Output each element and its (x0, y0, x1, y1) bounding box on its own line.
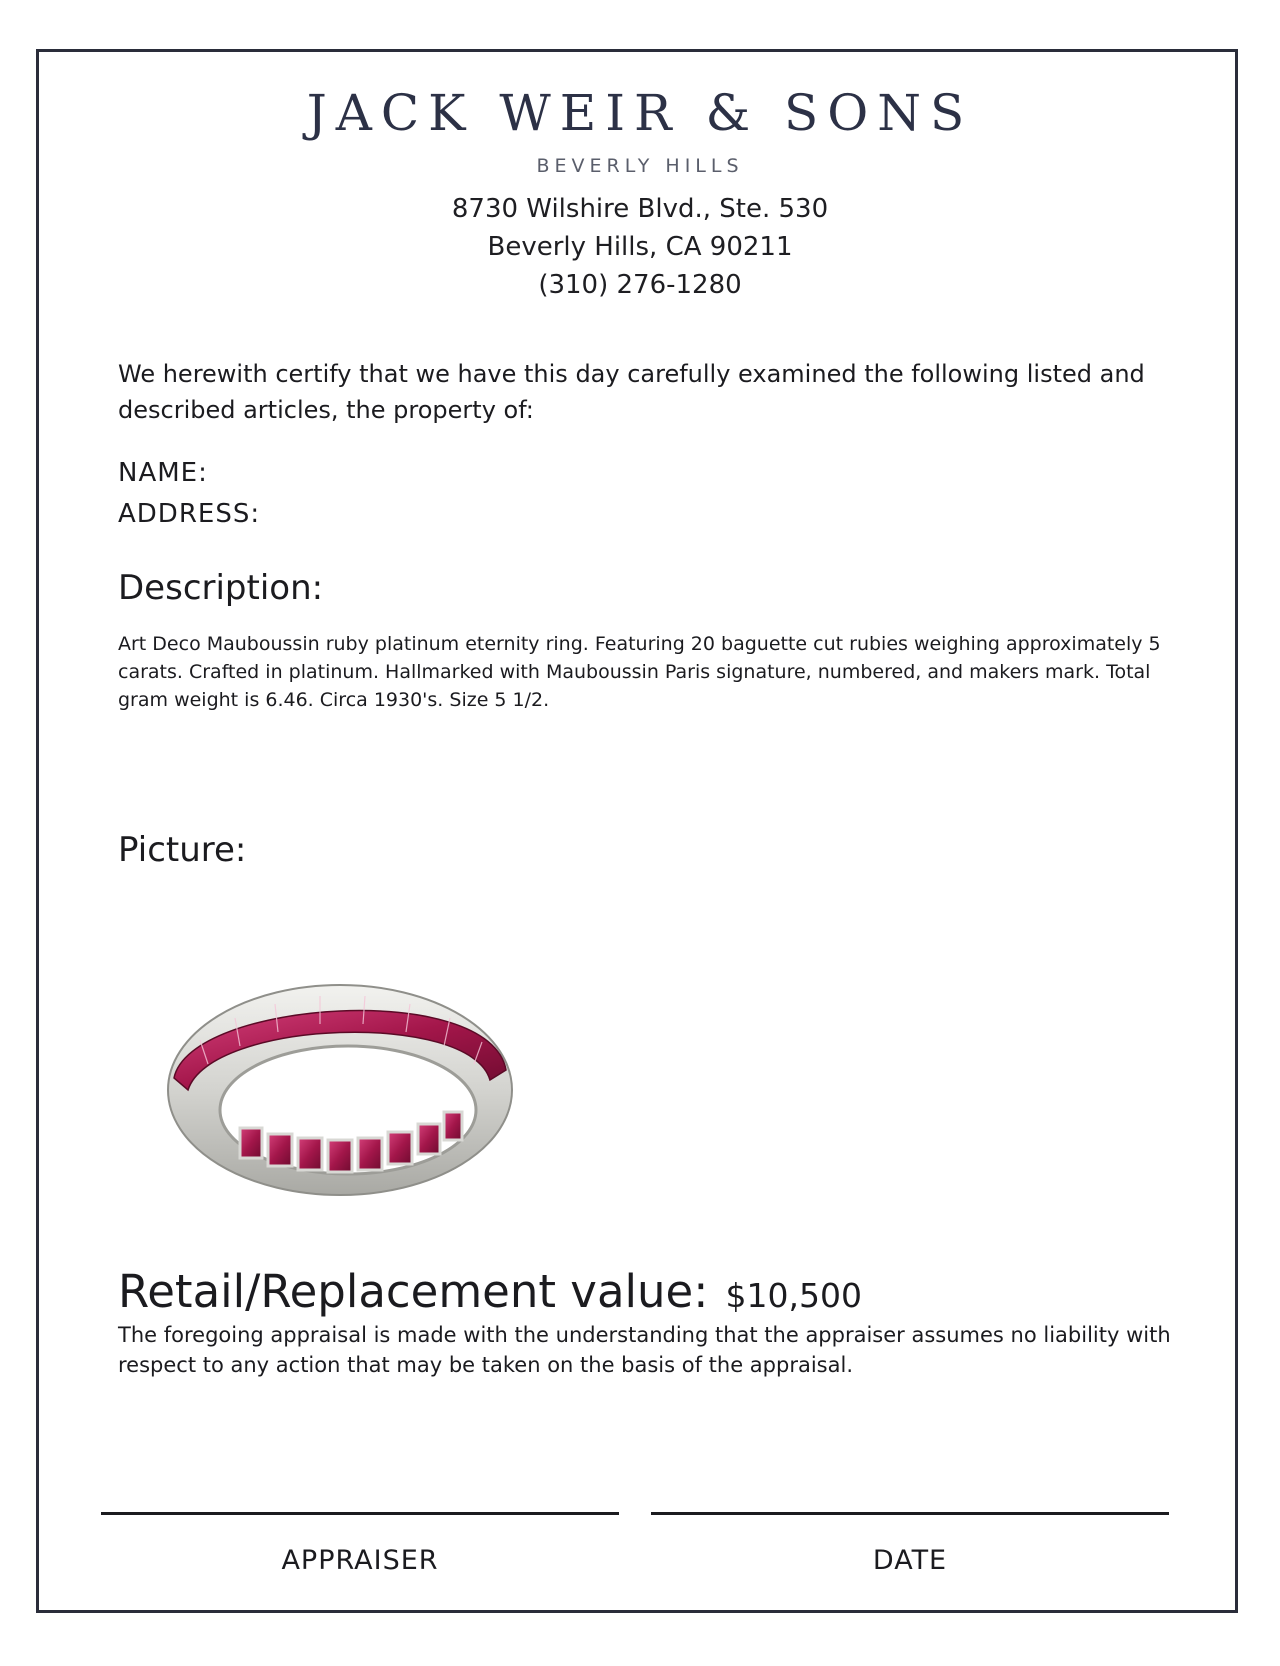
retail-value-label: Retail/Replacement value: (118, 1265, 709, 1318)
brand-name: JACK WEIR & SONS (306, 84, 974, 142)
certification-intro: We herewith certify that we have this day carefully examined the following listed and described articles, the property of: (118, 360, 1145, 424)
date-label: DATE (872, 1545, 948, 1576)
description-heading: Description: (118, 568, 324, 608)
retail-value-amount: $10,500 (725, 1276, 862, 1315)
ring-illustration (160, 960, 520, 1200)
date-signature-line (651, 1512, 1169, 1515)
brand-location: BEVERLY HILLS (536, 155, 744, 177)
address-label: ADDRESS: (118, 499, 261, 529)
picture-heading: Picture: (118, 830, 247, 870)
appraiser-signature-line (101, 1512, 619, 1515)
appraiser-label: APPRAISER (281, 1545, 439, 1576)
description-text: Art Deco Mauboussin ruby platinum eternity ring. Featuring 20 baguette cut rubies weighing approximately 5 carats. Crafted in platinum. Hallmarked with Mauboussin Paris signature, numbered, and makers mark. Total gram weight is 6.46. Circa 1930's. Size 5 1/2. (118, 633, 1161, 711)
address-line-2: Beverly Hills, CA 90211 (487, 232, 793, 262)
address-line-1: 8730 Wilshire Blvd., Ste. 530 (451, 194, 829, 224)
ruby-eternity-ring-photo (160, 960, 520, 1204)
appraisal-disclaimer: The foregoing appraisal is made with the understanding that the appraiser assumes no liability with respect to any action that may be taken on the basis of the appraisal. (118, 1323, 1171, 1377)
retail-value-row (118, 1265, 862, 1318)
phone-number: (310) 276-1280 (538, 270, 742, 300)
name-label: NAME: (118, 458, 208, 488)
